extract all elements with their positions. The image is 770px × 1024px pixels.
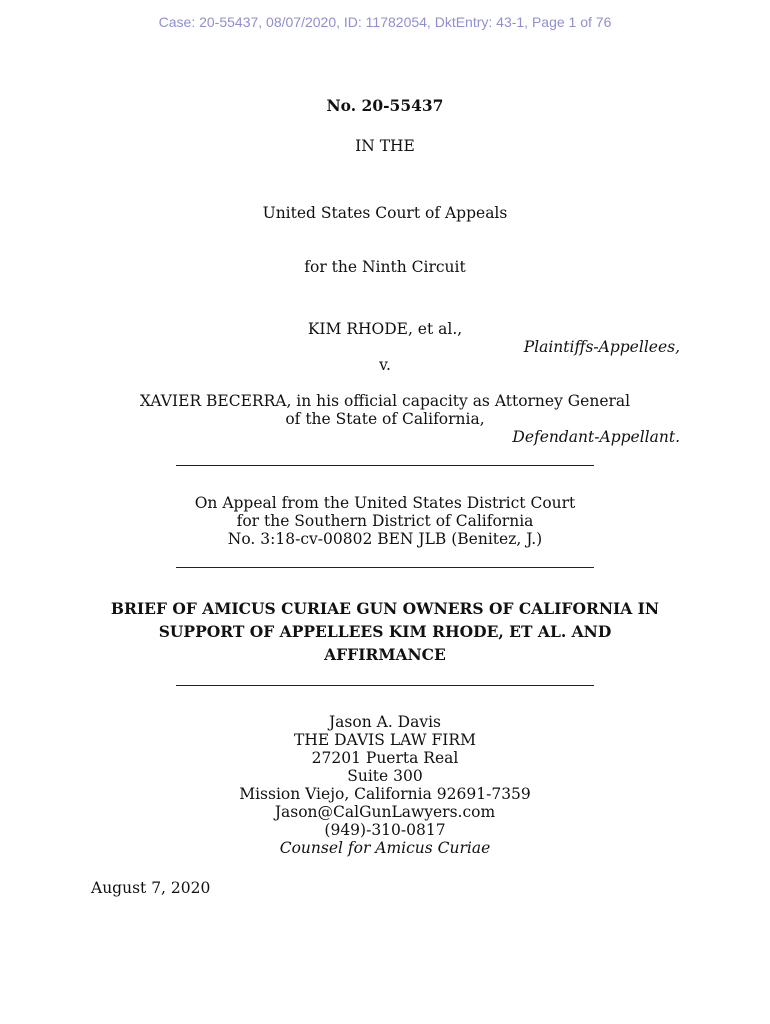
counsel-suite: Suite 300	[347, 767, 423, 785]
defendant-line-1: XAVIER BECERRA, in his official capacity as Attorney General	[139, 392, 631, 410]
appeal-block	[0, 494, 770, 548]
counsel-email: Jason@CalGunLawyers.com	[274, 803, 496, 821]
brief-title-line-3: AFFIRMANCE	[324, 645, 446, 664]
plaintiffs-role: Plaintiffs-Appellees,	[523, 338, 680, 356]
counsel-name: Jason A. Davis	[328, 713, 442, 731]
brief-title-line-1: BRIEF OF AMICUS CURIAE GUN OWNERS OF CALIFORNIA IN	[110, 599, 660, 618]
counsel-role: Counsel for Amicus Curiae	[279, 839, 491, 857]
court-name: United States Court of Appeals	[262, 204, 508, 222]
brief-title-line-2: SUPPORT OF APPELLEES KIM RHODE, ET AL. AND	[158, 622, 612, 641]
divider-rule	[176, 567, 594, 568]
filing-date: August 7, 2020	[91, 879, 211, 897]
court-circuit: for the Ninth Circuit	[304, 258, 466, 276]
counsel-firm: THE DAVIS LAW FIRM	[294, 731, 476, 749]
plaintiffs-name: KIM RHODE, et al.,	[307, 320, 463, 338]
versus-label: v.	[379, 356, 391, 374]
case-number: No. 20-55437	[326, 96, 444, 115]
defendant-line-2: of the State of California,	[285, 410, 485, 428]
appeal-line-1: On Appeal from the United States District Court	[194, 494, 576, 512]
counsel-street: 27201 Puerta Real	[311, 749, 459, 767]
counsel-city: Mission Viejo, California 92691-7359	[239, 785, 531, 803]
brief-title	[0, 597, 770, 666]
divider-rule	[176, 685, 594, 686]
defendant-role: Defendant-Appellant.	[512, 428, 680, 446]
appeal-line-3: No. 3:18-cv-00802 BEN JLB (Benitez, J.)	[227, 530, 543, 548]
counsel-block	[0, 713, 770, 857]
divider-rule	[176, 465, 594, 466]
in-the-label: IN THE	[355, 137, 415, 155]
appeal-line-2: for the Southern District of California	[236, 512, 534, 530]
docket-header-stamp: Case: 20-55437, 08/07/2020, ID: 11782054, DktEntry: 43-1, Page 1 of 76	[158, 14, 612, 30]
counsel-phone: (949)-310-0817	[324, 821, 446, 839]
